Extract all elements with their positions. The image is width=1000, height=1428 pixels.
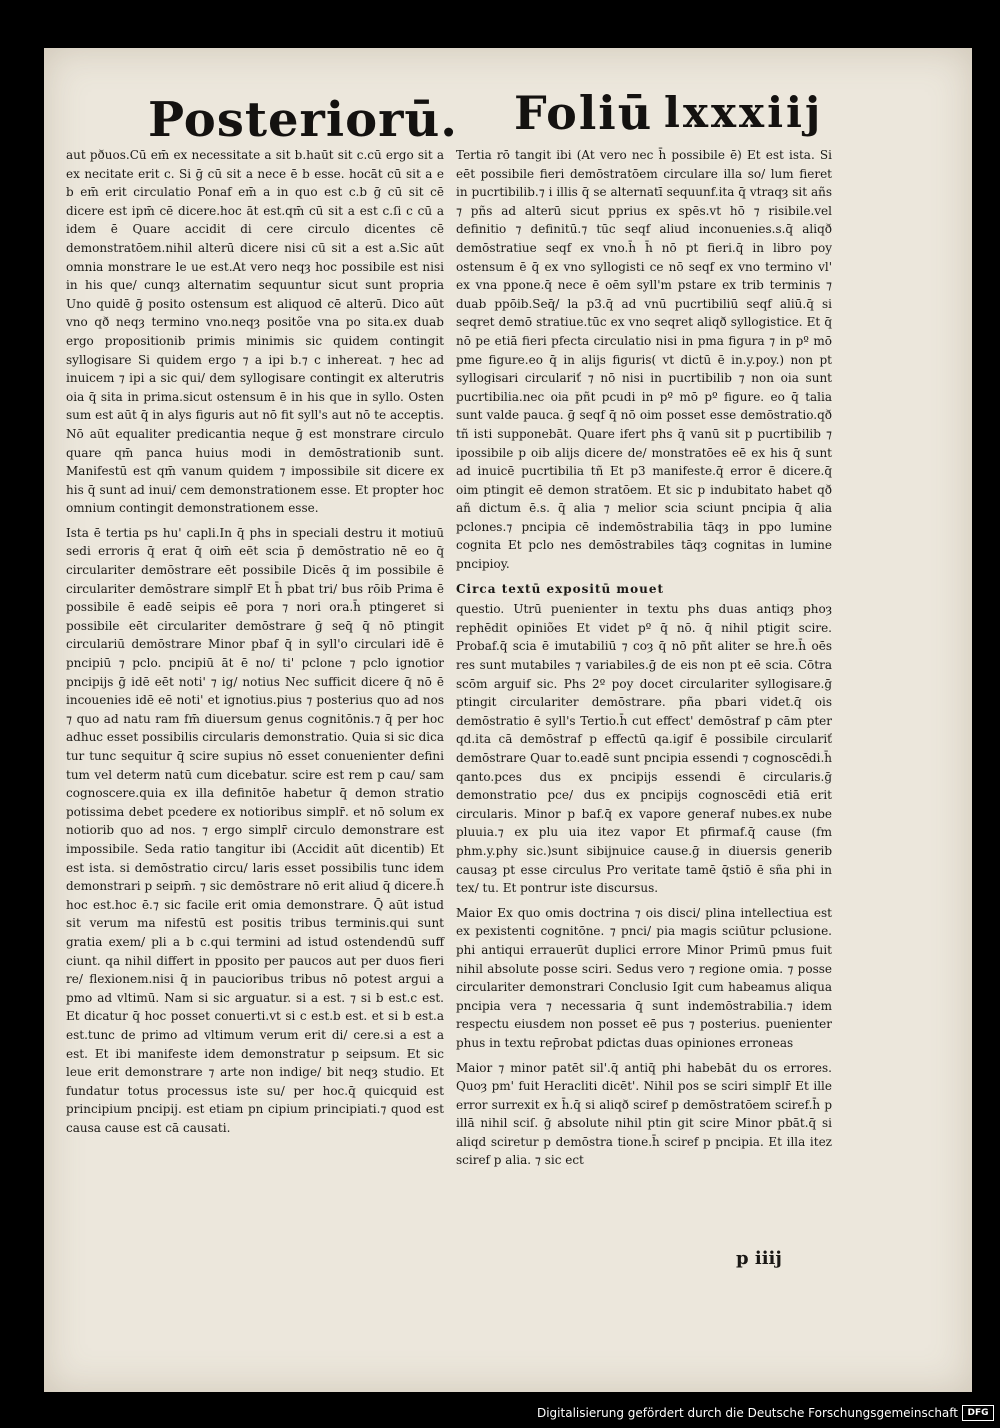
argument-paragraph: Maior Ex quo omis doctrina ⁊ ois disci/ plina intellectiua est ex pexistenti cognitōne. ⁊ pnci/ pia magis sciūtur pclusione. phi antiqui errauerūt duplici errore Minor Primū pmus fuit nihil absolute posse sciri. Sedus vero ⁊ regione omia. ⁊ posse circulariter demonstrari Conclusio Igit cum habeamus aliqua pncipia vera ⁊ necessaria q̄ sunt indemōstrabilia.⁊ idem respectu eiusdem non posset eē pus ⁊ posterius. puenienter phus in textu rep̄robat pdictas duas opiniones erroneas <box>456 905 832 1050</box>
running-title-right: Foliū <box>514 86 654 140</box>
commentary-paragraph: Ista ē tertia ps hu' capli.In q̄ phs in speciali destru it motiuū sedi erroris q̄ erat q̄ oim̄ eēt scia p̄ demōstratio nē eo q̄ circulariter demōstrare eēt possibile Dicēs q̄ im possibile ē circulariter demōstrare simplr̄ Et h̄ pbat tri/ bus rōib Prima ē possibile ē eadē seipis eē pora ⁊ nori ora.h̄ ptingeret si possibile eēt circulariter demōstrare ḡ seq̄ q̄ nō ptingit circulariū demōstrare Minor pbaf q̄ in syll'o circulari idē ē pncipiū ⁊ pclo. pncipiū āt ē no/ ti' pclone ⁊ pclo ignotior pncipijs ḡ idē eēt noti' ⁊ ig/ notius Nec sufficit dicere q̄ nō ē incouenies idē eē noti' et ignotius.pius ⁊ posterius quo ad nos ⁊ quo ad natu ram fm̄ diuersum genus cognitōnis.⁊ q̄ per hoc adhuc esset possibilis circularis demonstratio. Quia si sic dica tur tunc sequitur q̄ scire supius nō esset conuenienter defini tum vel determ natū cum dicebatur. scire est rem p cau/ sam cognoscere.quia ex illa definitōe habetur q̄ demon stratio potissima debet pcedere ex notioribus simplr̄. et nō solum ex notiorib quo ad nos. ⁊ ergo simplr̄ circulo demonstrare est impossibile. Seda ratio tangitur ibi (Accidit aūt dicentib) Et est ista. si demōstratio circu/ laris esset possibilis tunc idem demonstrari p seipm̄. ⁊ sic demōstrare nō erit aliud q̄ dicere.h̄ hoc est.hoc ē.⁊ sic facile erit omia demonstrare. Q̄ aūt istud sit verum ma nifestū est positis tribus terminis.qui sunt gratia exem/ pli a b c.qui termini ad istud ostendendū suff ciunt. qa nihil differt in pposito per paucos aut per duos fieri re/ flexionem.nisi q̄ in paucioribus tribus nō potest argui a pmo ad vltimū. Nam si sic arguatur. si a est. ⁊ si b est.c est. Et dicatur q̄ hoc posset conuerti.vt si c est.b est. et si b est.a est.tunc de primo ad vltimum verum erit di/ cere.si a est a est. Et ibi manifeste idem demonstratur p seipsum. Et sic leue erit demonstrare ⁊ arte non indige/ bit neqȝ studio. Et fundatur totus processus iste su/ per hoc.q̄ quicquid est principium pncipij. est etiam pn cipium principiati.⁊ quod est causa cause est cā causati. <box>66 525 444 1135</box>
argument-paragraph: Maior ⁊ minor patēt sil'.q̄ antiq̄ phi habebāt du os errores. Quoȝ pm' fuit Heracliti dicēt'. Nihil pos se sciri simplr̄ Et ille error surrexit ex h̄.q̄ si aliqð sciref p demōstratōem sciref.h̄ p illā nihil sciſ. ḡ absolute nihil ptin git scire Minor pbāt.q̄ si aliqd sciretur p demōstra tione.h̄ sciref p pncipia. Et illa itez sciref p alia. ⁊ sic ect <box>456 1060 832 1168</box>
running-title-left: Posteriorū. <box>148 92 458 148</box>
left-column <box>66 146 444 1143</box>
signature-mark: p iiij <box>736 1248 782 1269</box>
section-heading: Circa textū expositū mouet <box>456 581 665 596</box>
book-page <box>44 48 972 1392</box>
text-paragraph: aut pðuos.Cū em̄ ex necessitate a sit b.haūt sit c.cū ergo sit a ex necitate erit c. Si ḡ cū sit a nece ē b esse. hocāt cū sit a e b em̄ erit circulatio Ponaf em̄ a in quo est c.b ḡ cū sit cē dicere est ipm̄ cē dicere.hoc āt est.qm̄ cū sit a est c.ſi c cū a idem ē Quare accidit di cere circulo dicentes cē demonstratōem.nihil alterū dicere nisi cū sit a est a.Sic aūt omnia monstrare le ue est.At vero neqȝ hoc possibile est nisi in his que/ cunqȝ alternatim sequuntur sicut sunt propria Uno quidē ḡ posito ostensum est aliquod cē alterū. Dico aūt vno qð neqȝ termino vno.neqȝ positõe vna po sita.ex duab ergo propositionib primis minimis sic quidem contingit syllogisare Si quidem ergo ⁊ a ipi b.⁊ c inhereat. ⁊ hec ad inuicem ⁊ ipi a sic qui/ dem syllogisare contingit ex alterutris oia q̄ sita in prima.sicut ostensum ē in his que in syllo. Osten sum est aūt q̄ in alys figuris aut nō fit syll's aut nō te acceptis. Nō aūt equaliter predicantia neque ḡ est monstrare circulo quare qm̄ panca huius modi in demōstrationib sunt. Manifestū est qm̄ vanum quidem ⁊ impossibile sit dicere ex his q̄ sunt ad inui/ cem demonstrationem esse. Et propter hoc omnium contingit demonstrationem esse. <box>66 148 444 516</box>
footer-text: Digitalisierung gefördert durch die Deutsche Forschungsgemeinschaft <box>536 1406 958 1420</box>
commentary-paragraph: Tertia rō tangit ibi (At vero nec h̄ possibile ē) Et est ista. Si eēt possibile fieri demōstratōem circulare illa so/ lum fieret in pucrtibilib.⁊ i illis q̄ se alternatī sequunf.ita q̄ vtraqȝ sit añs ⁊ pñs ad alterū sicut pprius ex spēs.vt hō ⁊ risibile.vel definitio ⁊ definitū.⁊ tūc seqf aliud inconuenies.s.q̄ aliqð demōstratiue seqf ex vno.h̄ h̄ nō pt fieri.q̄ in libro poy ostensum ē q̄ ex vno syllogisti ce nō seqf ex vno termino vl' ex vna ppone.q̄ nece ē oēm syll'm pstare ex trib terminis ⁊ duab ppōib.Seq̄/ la p3.q̄ ad vnū pucrtibiliū seqf aliū.q̄ si seqret demō stratiue.tūc ex vno seqret aliqð syllogistice. Et q̄ nō pe etiā fieri pfecta circulatio nisi in pma figura ⁊ in pº mō pme figure.eo q̄ in alijs figuris( vt dictū ē in.y.poy.) non pt syllogisari circulariť ⁊ nō nisi in pucrtibilib ⁊ non oia sunt pucrtibilia.nec oia pñt pcudi in pº mō pº figure. eo q̄ talia sunt valde pauca. ḡ seqf q̄ nō oim posset esse demōstratio.qð tñ isti supponebāt. Quare ifert phs q̄ vanū sit p pucrtibilib ⁊ ipossibile p oib alijs dicere de/ monstratōes eē ex his q̄ sunt ad inuicē pucrtibilia tñ Et p3 manifeste.q̄ error ē dicere.q̄ oim ptingit eē demon stratōem. Et sic p indubitato habet qð añ dictum ē.s. q̄ alia ⁊ melior scia sciunt pncipia q̄ alia pclones.⁊ pncipia cē indemōstrabilia tāqȝ in ppo lumine cognita Et pclo nes demōstrabiles tāqȝ cognitas in lumine pncipioy. <box>456 148 832 572</box>
question-paragraph: questio. Utrū puenienter in textu phs duas antiqȝ phoȝ rephēdit opiniões Et videt pº q̄ nō. q̄ nihil ptigit scire. Probaf.q̄ scia ē imutabiliū ⁊ coȝ q̄ nō pñt aliter se hre.h̄ oēs res sunt mutabiles ⁊ variabiles.ḡ de eis non pt eē scia. Cōtra scōm arguif sic. Phs 2º poy docet circulariter syllogisare.ḡ ptingit circulariter demōstrare. pña pbari videt.q̄ ois demōstratio ē syll's Tertio.h̄ cut effect' demōstraf p cām pter qd.ita cā demōstraf p effectū qa.igif ē possibile circulariť demōstrare Quar to.eadē sunt pncipia essendi ⁊ cognoscēdi.h̄ qanto.pces dus ex pncipijs essendi ē circularis.ḡ demonstratio pce/ dus ex pncipijs cognoscēdi etiā erit circularis. Minor p baf.q̄ ex vapore generaf nubes.ex nube pluuia.⁊ ex plu uia itez vapor Et pfirmaf.q̄ cause (fm phm.y.phy sic.)sunt sibijnuice cause.ḡ in diuersis generib causaȝ pt esse circulus Pro veritate tamē q̄stiō ē sña phi in tex/ tu. Et pontrur iste discursus. <box>456 602 832 896</box>
dfg-logo: DFG <box>962 1405 994 1421</box>
folio-number: lxxxiij <box>664 88 824 137</box>
right-column <box>456 146 832 1176</box>
footer-bar <box>0 1400 1000 1428</box>
